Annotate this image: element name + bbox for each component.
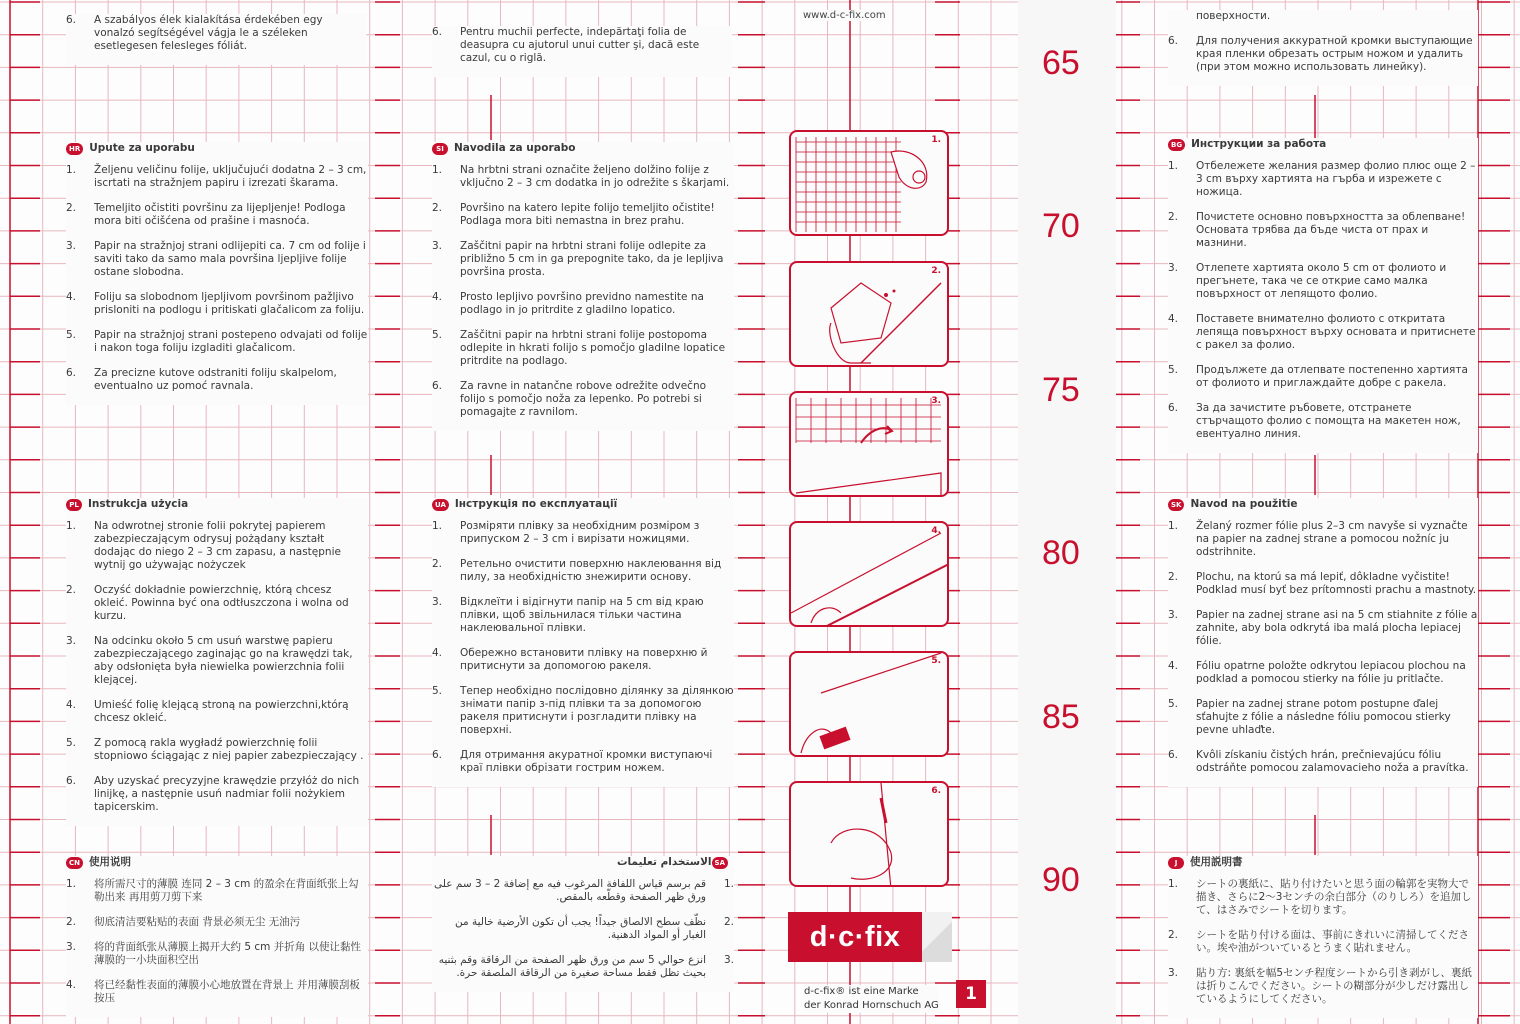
step-text: Željenu veličinu folije, uključujući dodatna 2 – 3 cm, iscrtati na stražnjem papiru i izrezati škarama. <box>94 164 367 189</box>
step-number: 6. <box>1168 35 1179 47</box>
step-number: 6. <box>66 14 77 26</box>
step-text: Papier na zadnej strane asi na 5 cm stiahnite z fólie a zahnite, aby bola odkrytá iba malá plocha lepiacej fólie. <box>1196 609 1478 647</box>
step-number: 1. <box>931 135 941 145</box>
instruction-step <box>1168 35 1478 74</box>
step-number: .2 <box>723 916 734 928</box>
step-number: .1 <box>723 878 734 890</box>
brand-line-2: der Konrad Hornschuch AG <box>804 1000 939 1011</box>
apply-foil-icon <box>791 523 949 627</box>
step-number: 5. <box>1168 364 1179 376</box>
instruction-step <box>1168 520 1478 559</box>
section-heading <box>1168 498 1478 511</box>
step-5-pictogram <box>789 651 949 757</box>
instruction-step <box>432 685 734 737</box>
step-text: Temeljito očistiti površinu za lijepljenje! Podloga mora biti očišćena od prašine i masnoća. <box>94 202 346 227</box>
instruction-step <box>1168 698 1478 737</box>
russian-instructions-tail <box>1168 10 1478 86</box>
step-number: 5. <box>66 737 77 749</box>
brand-note <box>804 985 939 1013</box>
section-heading <box>432 856 734 869</box>
section-title: Інструкція по експлуатації <box>454 498 618 510</box>
step-number: 2. <box>1168 929 1179 941</box>
instruction-step <box>66 979 368 1005</box>
ruler-mark-90: 90 <box>1042 861 1080 899</box>
step-number: 4. <box>1168 660 1179 672</box>
section-title: الاستخدام تعليمات <box>616 856 712 868</box>
step-number: 1. <box>1168 160 1179 172</box>
step-text: 将的背面纸张从薄膜上揭开大约 5 cm 并折角 以使让黏性薄膜的一小块面积空出 <box>94 941 362 966</box>
step-text: Na odcinku około 5 cm usuń warstwę papieru zabezpieczającego zaginając go na krawędzi tak, aby odsłonięta była niewielka powierzchnia folii klejącej. <box>94 635 353 686</box>
step-text: Обережно встановити плівку на поверхню й притиснути за допомогою ракеля. <box>460 647 708 672</box>
instruction-step <box>66 520 368 572</box>
instruction-step <box>1168 402 1478 441</box>
page-number: 1 <box>956 980 986 1008</box>
step-text: Розміряти плівку за необхідним розміром з припуском 2 – 3 cm і вирізати ножицями. <box>460 520 700 545</box>
step-text: Для получения аккуратной кромки выступающие края пленки обрезать острым ножом и удалить (при этом можно использовать линейку). <box>1196 35 1473 73</box>
ukrainian-instructions <box>432 498 734 787</box>
arabic-instructions <box>432 856 734 992</box>
step-number: 3. <box>931 396 941 406</box>
section-title: Инструкции за работа <box>1191 138 1327 150</box>
scissors-cutting-icon <box>791 132 949 236</box>
language-code-badge: CN <box>66 857 83 869</box>
step-number: .3 <box>723 954 734 966</box>
instruction-step <box>66 941 368 967</box>
step-number: 3. <box>1168 609 1179 621</box>
step-text: Papier na zadnej strane potom postupne ďalej sťahujte z fólie a následne fóliu pomocou stierky pevne uhlaďte. <box>1196 698 1451 736</box>
instruction-step <box>66 367 368 393</box>
ruler-mark-85: 85 <box>1042 698 1080 736</box>
step-number: 6. <box>66 367 77 379</box>
instruction-step <box>66 202 368 228</box>
step-number <box>1168 10 1196 23</box>
trim-edges-icon <box>791 783 949 887</box>
instruction-step <box>66 916 368 929</box>
step-text: Oczyść dokładnie powierzchnię, którą chcesz okleić. Powinna być ona odtłuszczona i wolna od kurzu. <box>94 584 349 622</box>
step-number: 1. <box>66 878 77 890</box>
step-text: Papir na stražnjoj strani postepeno odvajati od folije i nakon toga foliju izgladiti glačalicom. <box>94 329 368 354</box>
instruction-step <box>1168 160 1478 199</box>
ruler-mark-65: 65 <box>1042 44 1080 82</box>
step-text: Papir na stražnjoj strani odlijepiti ca. 7 cm od folije i saviti tako da samo mala površina ljepljive folije ostane slobodna. <box>94 240 366 278</box>
step-text: Поставете внимателно фолиото с откритата лепяща повърхност върху основата и притиснете с ракел за фолио. <box>1196 313 1476 351</box>
step-text: Отбележете желания размер фолио плюс още 2 – 3 cm върху хартията на гърба и изрежете с ножица. <box>1196 160 1476 198</box>
step-number: 1. <box>66 164 77 176</box>
section-title: 使用説明書 <box>1190 856 1243 868</box>
logo-page-fold <box>922 912 952 962</box>
step-number: 5. <box>432 685 443 697</box>
instruction-step <box>66 14 366 53</box>
step-text: シートを貼り付ける面は、事前にきれいに清掃してください。埃や油がついているとうまく貼れません。 <box>1196 929 1469 954</box>
instruction-step <box>432 520 734 546</box>
slovak-instructions <box>1168 498 1478 787</box>
instruction-step <box>432 647 734 673</box>
step-number: 4. <box>931 526 941 536</box>
step-text: Для отримання акуратної кромки виступаючі краї плівки обрізати гострим ножем. <box>460 749 713 774</box>
instruction-step <box>432 202 734 228</box>
instruction-step <box>66 699 368 725</box>
instruction-step <box>432 380 734 419</box>
instruction-step <box>66 737 368 763</box>
ruler-mark-70: 70 <box>1042 207 1080 245</box>
instruction-step <box>432 749 734 775</box>
step-text: За да зачистите ръбовете, отстранете стърчащото фолио с помощта на макетен нож, евентуално линия. <box>1196 402 1461 440</box>
step-text: نظّف سطح الالصاق جيداً! يجب أن تكون الأرضية خالية من الغبار أو المواد الدهنية. <box>455 916 706 941</box>
step-number: 4. <box>1168 313 1179 325</box>
step-number: 6. <box>432 749 443 761</box>
step-number: 3. <box>432 240 443 252</box>
step-text: Pentru muchii perfecte, indepărtaţi folia de deasupra cu ajutorul unui cutter şi, dacă este cazul, cu o riglă. <box>460 26 700 64</box>
ruler-mark-80: 80 <box>1042 534 1080 572</box>
step-text: Za ravne in natančne robove odrežite odvečno folijo s pomočjo noža za lepenko. Po potrebi si pomagajte z ravnilom. <box>460 380 707 418</box>
language-code-badge: UA <box>432 499 449 511</box>
step-number: 3. <box>66 635 77 647</box>
squeegee-smoothing-icon <box>791 653 949 757</box>
peel-backing-icon <box>791 393 949 497</box>
step-number: 4. <box>432 647 443 659</box>
step-text: Zaščitni papir na hrbtni strani folije odlepite za približno 5 cm in ga prepognite tako, da je lepljiva površina prosta. <box>460 240 724 278</box>
step-number: 3. <box>432 596 443 608</box>
step-number: 6. <box>432 26 443 38</box>
step-number: 2. <box>66 202 77 214</box>
step-text: Тепер необхідно послідовно ділянку за ділянкою знімати папір з-під плівки та за допомогою ракеля притиснути і розгладити плівку на поверхні. <box>460 685 734 736</box>
language-code-badge: PL <box>66 499 82 511</box>
instruction-step <box>432 558 734 584</box>
step-number: 5. <box>432 329 443 341</box>
section-heading <box>66 498 368 511</box>
step-text: поверхности. <box>1196 10 1271 22</box>
step-number: 6. <box>1168 402 1179 414</box>
polish-instructions <box>66 498 368 826</box>
step-text: Kvôli získaniu čistých hrán, prečnievajúcu fóliu odstráňte pomocou zalamovacieho noža a pravítka. <box>1196 749 1469 774</box>
section-heading <box>1168 138 1478 151</box>
step-number: 1. <box>1168 520 1179 532</box>
step-number: 3. <box>1168 262 1179 274</box>
step-number: 4. <box>66 979 77 991</box>
step-text: Površino na katero lepite folijo temeljito očistite! Podlaga mora biti nemastna in brez prahu. <box>460 202 715 227</box>
step-2-pictogram <box>789 261 949 367</box>
step-text: Ретельно очистити поверхню наклеювання від пилу, за необхідністю знежирити основу. <box>460 558 722 583</box>
instruction-step <box>432 329 734 368</box>
step-number: 2. <box>66 916 77 928</box>
step-3-pictogram <box>789 391 949 497</box>
step-text: 貼り方: 裏紙を幅5センチ程度シートから引き剥がし、裏紙は折りこんでください。シートの糊部分が少しだけ露出しているようにしてください。 <box>1196 967 1473 1005</box>
step-number: 6. <box>931 786 941 796</box>
step-6-pictogram <box>789 781 949 887</box>
step-text: انزع حوالي 5 سم من ورق ظهر الصفحة من الرقاقة وقم بثنيه بحيث تظل فقط مساحة صغيرة من الرقاقة الملصقة حرة. <box>438 954 706 979</box>
section-heading <box>432 142 734 155</box>
instruction-step <box>66 291 368 317</box>
step-number: 1. <box>66 520 77 532</box>
instruction-step <box>432 916 734 942</box>
step-number: 2. <box>931 266 941 276</box>
step-number: 5. <box>1168 698 1179 710</box>
instruction-step <box>432 26 732 65</box>
step-number: 4. <box>66 291 77 303</box>
step-text: Želaný rozmer fólie plus 2–3 cm navyše si vyznačte na papier na zadnej strane a pomocou nožníc ju odstrihnite. <box>1196 520 1468 558</box>
language-code-badge: J <box>1168 857 1184 869</box>
step-text: قم برسم قياس اللفافة المرغوب فيه مع إضافة 2 – 3 سم على ورق ظهر الصفحة وقطّعه بالمقص. <box>434 878 706 903</box>
step-number: 2. <box>432 558 443 570</box>
instruction-step <box>1168 262 1478 301</box>
ruler-mark-75: 75 <box>1042 371 1080 409</box>
instruction-step <box>1168 878 1478 917</box>
hand-cleaning-surface-icon <box>791 263 949 367</box>
section-title: 使用说明 <box>89 856 131 868</box>
section-title: Upute za uporabu <box>89 142 195 154</box>
step-text: A szabályos élek kialakítása érdekében egy vonalzó segítségével vágja le a széleken esetlegesen felesleges fóliát. <box>94 14 323 52</box>
step-text: Відклеїти і відігнути папір на 5 cm від краю плівки, щоб звільнилася тільки частина наклеювальної плівки. <box>460 596 704 634</box>
step-text: Plochu, na ktorú sa má lepiť, dôkladne vyčistite! Podklad musí byť bez prítomnosti prachu a mastnoty. <box>1196 571 1477 596</box>
step-number: 2. <box>432 202 443 214</box>
step-number: 6. <box>66 775 77 787</box>
instruction-step <box>1168 609 1478 648</box>
instruction-step <box>432 240 734 279</box>
instruction-step <box>1168 10 1478 23</box>
japanese-instructions <box>1168 856 1478 1018</box>
step-text: Na odwrotnej stronie folii pokrytej papierem zabezpieczającym odrysuj pożądany kształt dodając do niego 2 – 3 cm zapasu, a następnie wytnij go używając nożyczek <box>94 520 341 571</box>
step-number: 3. <box>66 941 77 953</box>
instruction-step <box>1168 571 1478 597</box>
romanian-instructions-tail <box>432 26 732 77</box>
step-number: 6. <box>1168 749 1179 761</box>
instruction-step <box>1168 660 1478 686</box>
language-code-badge: SK <box>1168 499 1184 511</box>
language-code-badge: SI <box>432 143 448 155</box>
step-number: 6. <box>432 380 443 392</box>
instruction-step <box>432 164 734 190</box>
instruction-step <box>66 240 368 279</box>
step-number: 1. <box>432 164 443 176</box>
step-text: Na hrbtni strani označite željeno dolžino folije z vključno 2 – 3 cm dodatka in jo odrežite s škarjami. <box>460 164 730 189</box>
instruction-step <box>66 584 368 623</box>
hungarian-instructions-tail <box>66 14 366 65</box>
step-text: Z pomocą rakla wygładź powierzchnię folii stopniowo ściągając z niej papier zabezpieczający . <box>94 737 364 762</box>
step-number: 4. <box>432 291 443 303</box>
section-heading <box>66 142 368 155</box>
section-title: Instrukcja użycia <box>88 498 189 510</box>
bulgarian-instructions <box>1168 138 1478 453</box>
step-text: Za precizne kutove odstraniti foliju skalpelom, eventualno uz pomoć ravnala. <box>94 367 337 392</box>
step-number: 2. <box>1168 571 1179 583</box>
slovenian-instructions <box>432 142 734 431</box>
instruction-step <box>1168 211 1478 250</box>
language-code-badge: SA <box>712 857 728 869</box>
step-text: Foliju sa slobodnom ljepljivom površinom pažljivo prisloniti na podlogu i pritiskati glačalicom za foliju. <box>94 291 365 316</box>
step-number: 3. <box>1168 967 1179 979</box>
step-number: 2. <box>1168 211 1179 223</box>
instruction-step <box>66 635 368 687</box>
instruction-step <box>1168 313 1478 352</box>
step-number: 3. <box>66 240 77 252</box>
step-number: 5. <box>66 329 77 341</box>
step-number: 1. <box>1168 878 1179 890</box>
step-text: Продължете да отлепвате постепенно хартията от фолиото и приглаждайте добре с ракела. <box>1196 364 1468 389</box>
step-number: 5. <box>931 656 941 666</box>
section-title: Navod na použitie <box>1190 498 1298 510</box>
step-text: シートの裏紙に、貼り付けたいと思う面の輪郭を実物大で描き、さらに2〜3センチの余白部分（のりしろ）を追加して、はさみでシートを切ります。 <box>1196 878 1472 916</box>
section-heading <box>66 856 368 869</box>
instruction-step <box>1168 364 1478 390</box>
instruction-step <box>432 291 734 317</box>
step-number: 1. <box>432 520 443 532</box>
section-title: Navodila za uporabo <box>454 142 576 154</box>
instruction-step <box>66 329 368 355</box>
instruction-step <box>432 878 734 904</box>
croatian-instructions <box>66 142 368 405</box>
instruction-step <box>66 164 368 190</box>
section-heading <box>1168 856 1478 869</box>
step-text: 将所需尺寸的薄膜 连同 2 – 3 cm 的盈余在背面纸张上勾勒出来 再用剪刀剪下来 <box>94 878 359 903</box>
website-url: www.d-c-fix.com <box>800 10 889 21</box>
step-1-pictogram <box>789 130 949 236</box>
step-text: 彻底清洁要粘贴的表面 背景必须无尘 无油污 <box>94 916 301 928</box>
step-text: Почистете основно повърхността за облепване! Основата трябва да бъде чиста от прах и мазнини. <box>1196 211 1466 249</box>
instruction-step <box>432 954 734 980</box>
step-number: 4. <box>66 699 77 711</box>
instruction-step <box>1168 929 1478 955</box>
step-text: Отлепете хартията около 5 cm от фолиото и прегънете, така че се открие само малка повърхност от лепящото фолио. <box>1196 262 1447 300</box>
step-text: Aby uzyskać precyzyjne krawędzie przyłóż do nich linijkę, a następnie usuń nadmiar folii nożykiem tapicerskim. <box>94 775 360 813</box>
language-code-badge: BG <box>1168 139 1185 151</box>
step-number: 2. <box>66 584 77 596</box>
brand-line-1: d-c-fix® ist eine Marke <box>804 986 919 997</box>
instruction-step <box>1168 749 1478 775</box>
chinese-instructions <box>66 856 368 1017</box>
instruction-step <box>1168 967 1478 1006</box>
step-text: Prosto lepljivo površino previdno namestite na podlago in jo pritrdite z gladilno lopatico. <box>460 291 704 316</box>
step-text: Umieść folię klejącą stroną na powierzchni,którą chcesz okleić. <box>94 699 349 724</box>
instruction-step <box>432 596 734 635</box>
step-text: 将已经黏性表面的薄膜小心地放置在背景上 并用薄膜刮板按压 <box>94 979 360 1004</box>
dcfix-logo: d·c·fix <box>788 912 922 962</box>
language-code-badge: HR <box>66 143 83 155</box>
step-text: Zaščitni papir na hrbtni strani folije postopoma odlepite in hkrati folijo s pomočjo gladilne lopatice pritrdite na podlago. <box>460 329 726 367</box>
section-heading <box>432 498 734 511</box>
step-4-pictogram <box>789 521 949 627</box>
instruction-step <box>66 775 368 814</box>
instruction-step <box>66 878 368 904</box>
step-text: Fóliu opatrne položte odkrytou lepiacou plochou na podklad a pomocou stierky na fólie ju pritlačte. <box>1196 660 1466 685</box>
